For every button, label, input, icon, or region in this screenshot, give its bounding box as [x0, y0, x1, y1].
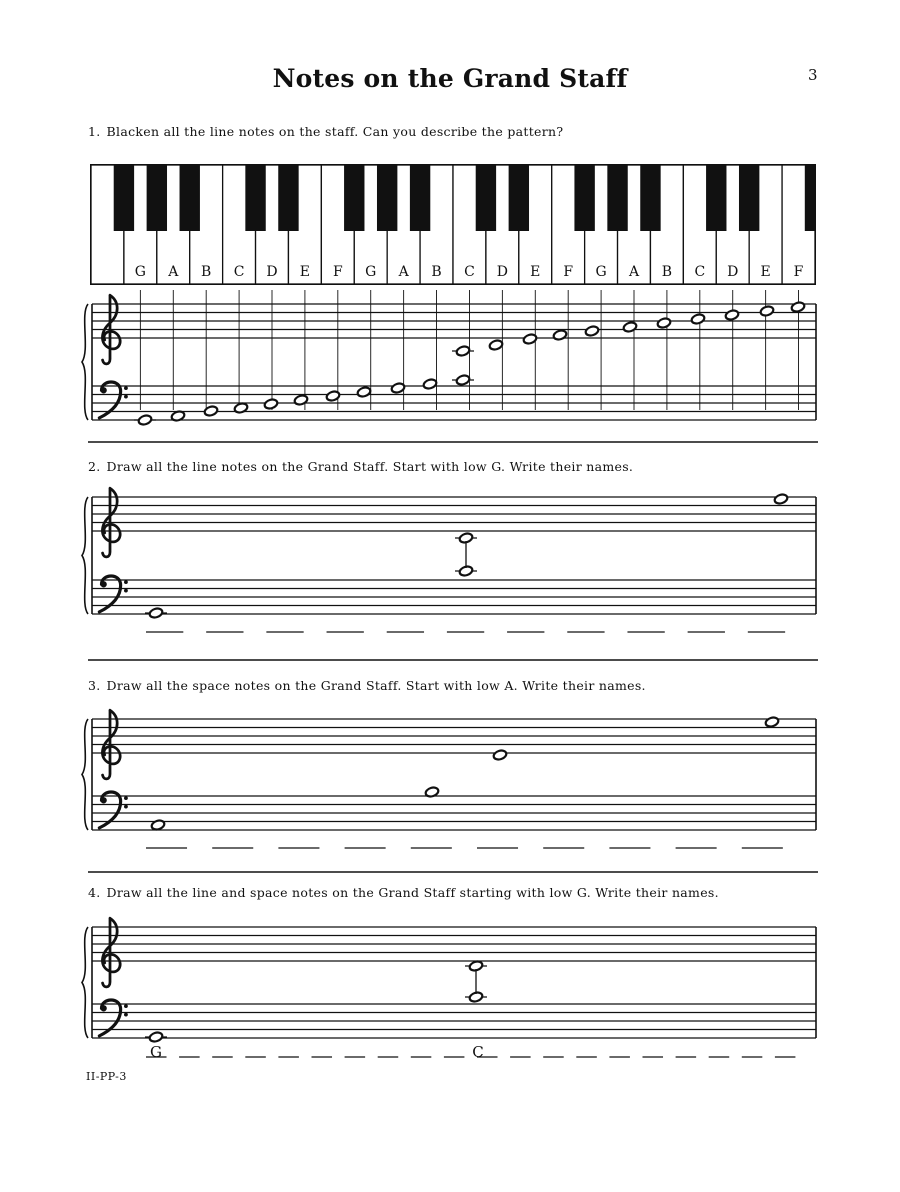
brace	[82, 304, 88, 420]
black-key	[410, 165, 430, 231]
whole-note	[623, 321, 638, 333]
page-title: Notes on the Grand Staff	[272, 64, 628, 93]
whole-note	[691, 313, 706, 325]
brace	[82, 497, 88, 614]
bass-clef-icon	[99, 1000, 127, 1036]
grand-staff-exercise-2	[82, 488, 816, 632]
key-label: G	[134, 264, 146, 280]
piano-keyboard	[91, 165, 815, 284]
exercise-4-notes	[145, 960, 487, 1043]
answer-label-g: G	[150, 1043, 162, 1061]
whole-note	[657, 317, 672, 329]
black-key	[245, 165, 265, 231]
whole-note	[138, 414, 153, 426]
black-key	[640, 165, 660, 231]
key-label: F	[563, 264, 574, 280]
whole-note	[765, 716, 780, 728]
exercise-4-text: Draw all the line and space notes on the Grand Staff starting with low G. Write their names.	[106, 885, 719, 900]
bass-clef-icon	[99, 382, 127, 418]
footer-code: II-PP-3	[86, 1070, 127, 1083]
key-label: C	[233, 264, 245, 280]
exercise-3-text: Draw all the space notes on the Grand Staff. Start with low A. Write their names.	[106, 678, 646, 693]
whole-note	[149, 1031, 164, 1043]
whole-note	[456, 345, 471, 357]
key-label: A	[398, 264, 409, 280]
black-key	[180, 165, 200, 231]
exercise-3-notes	[151, 716, 780, 831]
whole-note	[725, 309, 740, 321]
exercise-1-text: Blacken all the line notes on the staff. Can you describe the pattern?	[106, 124, 564, 139]
black-key	[805, 165, 815, 231]
whole-note	[456, 374, 471, 386]
whole-note	[553, 329, 568, 341]
exercise-2-text: Draw all the line notes on the Grand Staff. Start with low G. Write their names.	[106, 459, 634, 474]
key-label: E	[530, 264, 541, 280]
whole-note	[151, 819, 166, 831]
key-label: E	[760, 264, 771, 280]
key-label: B	[431, 264, 442, 280]
key-label: D	[266, 264, 278, 280]
key-label: C	[694, 264, 706, 280]
answer-label-c: C	[472, 1043, 484, 1061]
whole-note	[493, 749, 508, 761]
black-key	[114, 165, 134, 231]
key-label: B	[201, 264, 212, 280]
whole-note	[774, 493, 789, 505]
key-label: F	[793, 264, 804, 280]
grand-staff-exercise-3	[82, 710, 816, 848]
exercise-2-number: 2.	[88, 459, 101, 474]
whole-note	[294, 394, 309, 406]
whole-note	[585, 325, 600, 337]
exercise-3-number: 3.	[88, 678, 101, 693]
whole-note	[149, 607, 164, 619]
key-label: C	[464, 264, 475, 280]
grand-staff-exercise-1	[82, 290, 816, 426]
exercise-1-number: 1.	[88, 124, 101, 139]
key-label: E	[299, 264, 311, 280]
key-label: B	[661, 264, 673, 280]
page-number: 3	[808, 66, 818, 84]
whole-note	[357, 386, 372, 398]
key-label: G	[595, 264, 607, 280]
whole-note	[234, 402, 249, 414]
key-label: D	[727, 264, 739, 280]
black-key	[476, 165, 496, 231]
whole-note	[423, 378, 438, 390]
whole-note	[264, 398, 279, 410]
whole-note	[791, 301, 806, 313]
black-key	[739, 165, 759, 231]
exercise-4-number: 4.	[88, 885, 101, 900]
key-label: F	[332, 264, 343, 280]
black-key	[574, 165, 594, 231]
key-label: A	[628, 264, 640, 280]
black-key	[706, 165, 726, 231]
key-label: D	[496, 264, 508, 280]
black-key	[377, 165, 397, 231]
exercise-2-notes	[145, 493, 788, 619]
black-key	[344, 165, 364, 231]
key-label: G	[365, 264, 377, 280]
brace	[82, 719, 88, 830]
black-key	[509, 165, 529, 231]
grand-staff-exercise-4	[82, 918, 816, 1061]
black-key	[278, 165, 298, 231]
black-key	[147, 165, 167, 231]
bass-clef-icon	[99, 792, 127, 828]
black-key	[607, 165, 627, 231]
whole-note	[489, 339, 504, 351]
key-label: A	[168, 264, 179, 280]
brace	[82, 927, 88, 1038]
bass-clef-icon	[99, 576, 127, 612]
whole-note	[760, 305, 775, 317]
